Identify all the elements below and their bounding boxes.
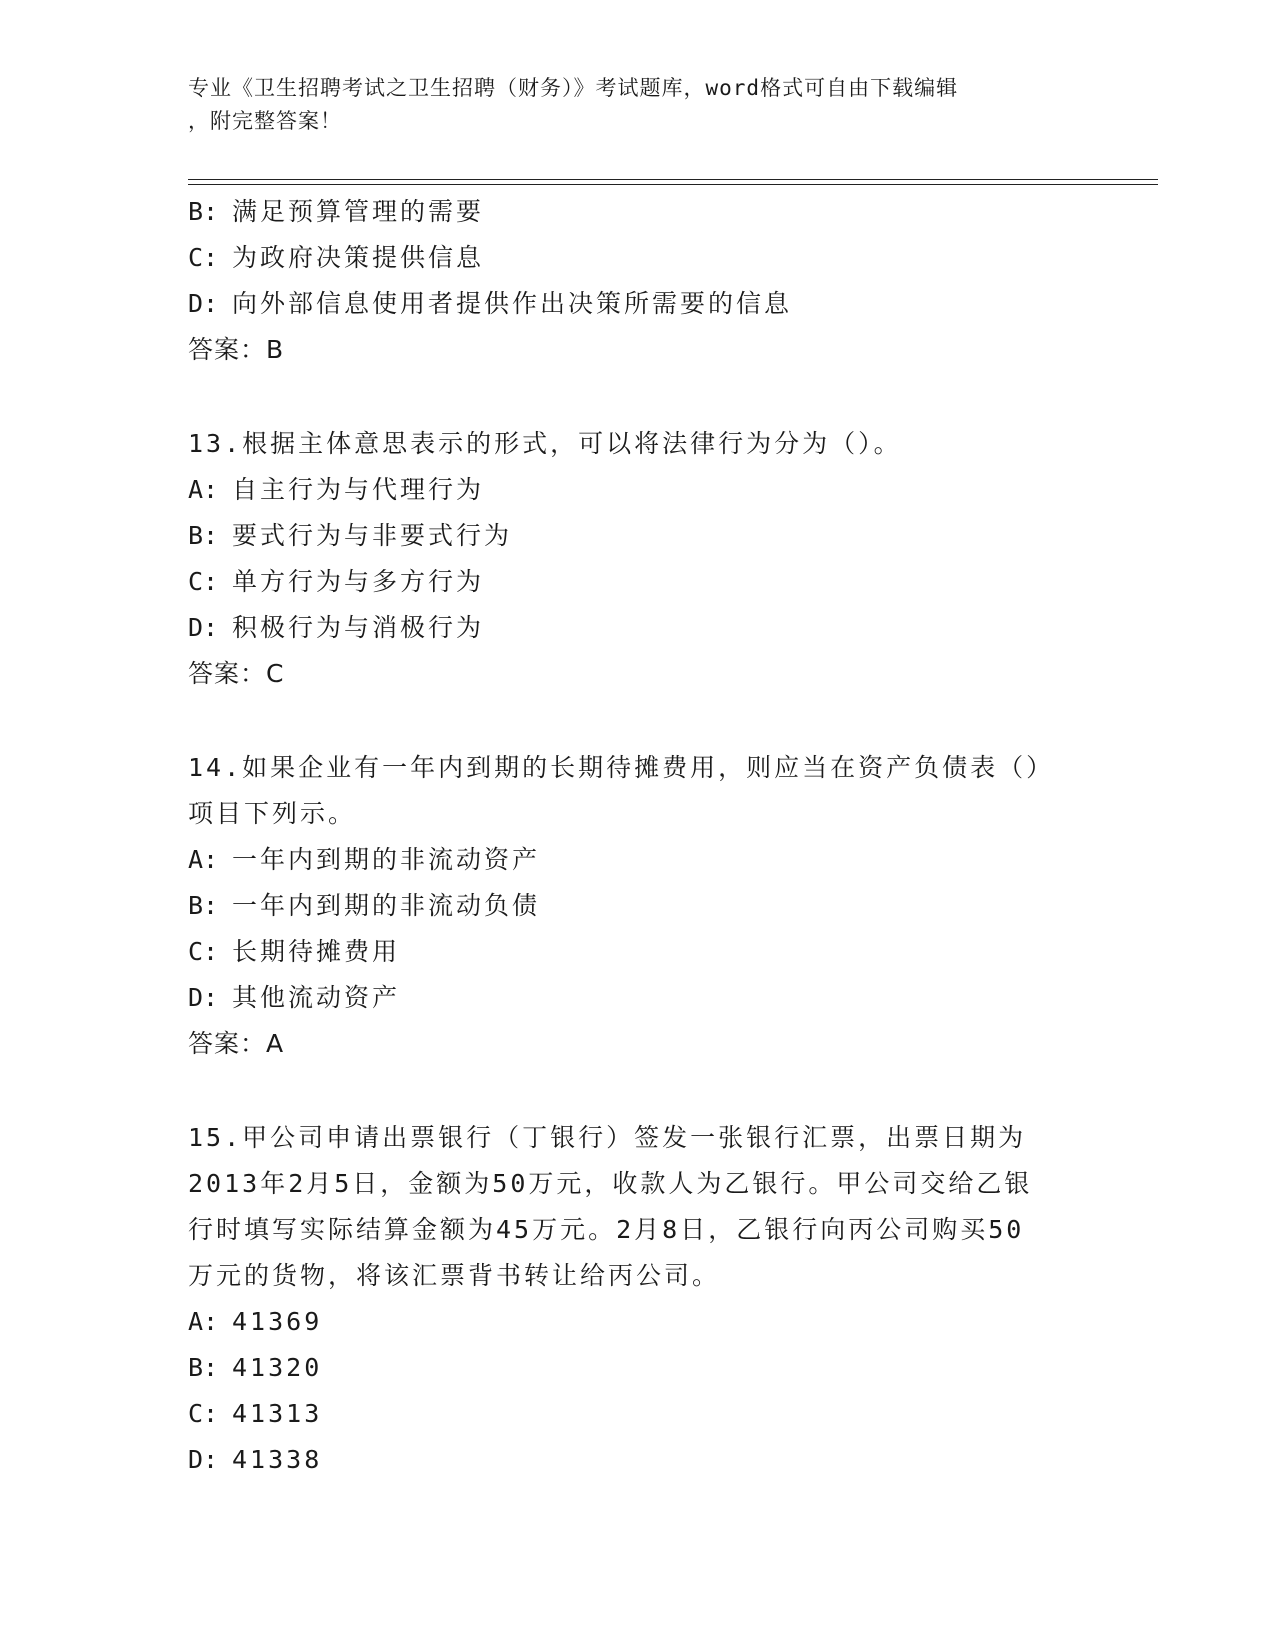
option-d	[188, 605, 1088, 651]
option-text: 积极行为与消极行为	[232, 613, 485, 642]
option-label: A:	[188, 475, 219, 504]
option-b	[188, 883, 1088, 929]
option-text: 41338	[232, 1445, 323, 1474]
question-15	[188, 1115, 1088, 1483]
option-c	[188, 929, 1088, 975]
header-line-2: ，附完整答案！	[188, 109, 342, 133]
option-label: B:	[188, 1353, 219, 1382]
option-label: C:	[188, 243, 219, 272]
header-divider-bottom	[188, 184, 1158, 185]
option-text: 长期待摊费用	[232, 937, 401, 966]
option-c	[188, 1391, 1088, 1437]
option-d	[188, 975, 1088, 1021]
option-a	[188, 837, 1088, 883]
question-stem: 15.甲公司申请出票银行（丁银行）签发一张银行汇票，出票日期为	[188, 1123, 1027, 1152]
option-text: 一年内到期的非流动负债	[232, 891, 541, 920]
question-13	[188, 421, 1088, 697]
answer-line: 答案：C	[188, 659, 285, 688]
option-c	[188, 235, 1088, 281]
option-label: D:	[188, 983, 219, 1012]
option-label: D:	[188, 1445, 219, 1474]
question-stem: 行时填写实际结算金额为45万元。2月8日，乙银行向丙公司购买50	[188, 1215, 1025, 1244]
question-list	[188, 189, 1088, 1483]
option-text: 满足预算管理的需要	[232, 197, 485, 226]
partial-question-12	[188, 189, 1088, 373]
option-label: C:	[188, 937, 219, 966]
question-14	[188, 745, 1088, 1067]
question-stem: 2013年2月5日，金额为50万元，收款人为乙银行。甲公司交给乙银	[188, 1169, 1033, 1198]
option-text: 自主行为与代理行为	[232, 475, 485, 504]
option-b	[188, 189, 1088, 235]
option-a	[188, 467, 1088, 513]
question-stem: 万元的货物，将该汇票背书转让给丙公司。	[188, 1261, 721, 1290]
option-text: 向外部信息使用者提供作出决策所需要的信息	[232, 289, 793, 318]
option-text: 其他流动资产	[232, 983, 401, 1012]
option-label: C:	[188, 1399, 219, 1428]
option-text: 一年内到期的非流动资产	[232, 845, 541, 874]
header-divider-top	[188, 179, 1158, 180]
answer-line: 答案：A	[188, 1029, 285, 1058]
option-label: A:	[188, 845, 219, 874]
question-stem: 项目下列示。	[188, 799, 357, 828]
option-text: 为政府决策提供信息	[232, 243, 485, 272]
option-b	[188, 513, 1088, 559]
option-text: 41320	[232, 1353, 323, 1382]
option-b	[188, 1345, 1088, 1391]
option-label: D:	[188, 613, 219, 642]
option-label: B:	[188, 521, 219, 550]
option-label: B:	[188, 891, 219, 920]
answer-line: 答案：B	[188, 335, 285, 364]
question-stem: 13.根据主体意思表示的形式，可以将法律行为分为（）。	[188, 429, 902, 458]
option-a	[188, 1299, 1088, 1345]
header-line-1: 专业《卫生招聘考试之卫生招聘（财务）》考试题库，word格式可自由下载编辑	[188, 76, 959, 100]
option-text: 41369	[232, 1307, 323, 1336]
option-text: 单方行为与多方行为	[232, 567, 485, 596]
option-label: A:	[188, 1307, 219, 1336]
document-header	[188, 72, 1088, 138]
option-label: B:	[188, 197, 219, 226]
question-stem: 14.如果企业有一年内到期的长期待摊费用，则应当在资产负债表（）	[188, 753, 1055, 782]
option-text: 要式行为与非要式行为	[232, 521, 513, 550]
option-d	[188, 1437, 1088, 1483]
option-c	[188, 559, 1088, 605]
option-label: D:	[188, 289, 219, 318]
option-text: 41313	[232, 1399, 323, 1428]
option-label: C:	[188, 567, 219, 596]
option-d	[188, 281, 1088, 327]
